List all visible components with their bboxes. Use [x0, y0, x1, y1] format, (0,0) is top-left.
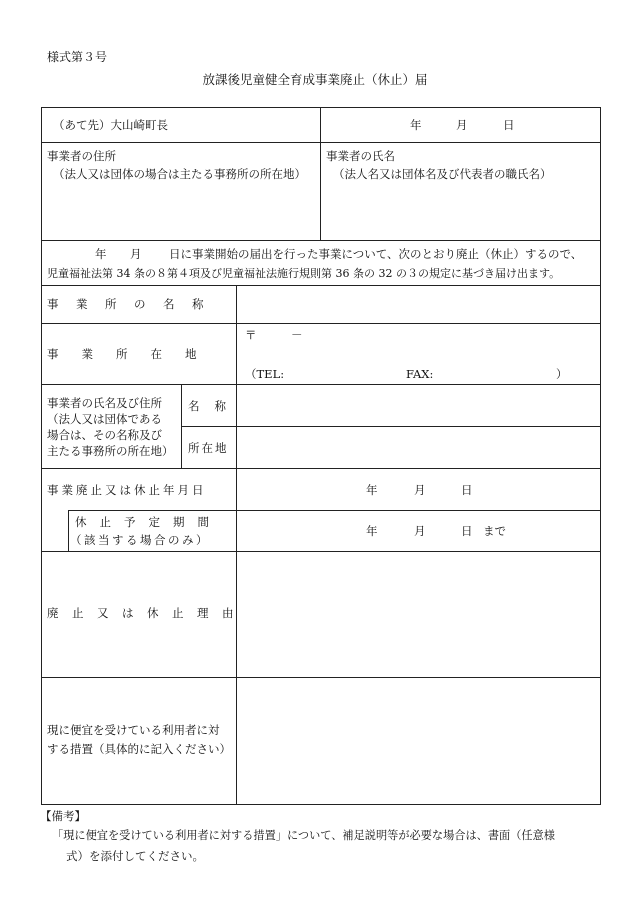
notes-line1: 「現に便宜を受けている利用者に対する措置」について、補足説明等が必要な場合は、書面（任意様: [52, 829, 555, 842]
business-address-label: 事業者の住所: [47, 149, 116, 163]
row-divider: [41, 285, 601, 286]
closure-year-label: 年: [366, 483, 378, 497]
closure-day-label: 日: [461, 483, 473, 497]
table-border-bottom: [41, 804, 601, 805]
date-month-label: 月: [456, 118, 468, 132]
col-divider: [181, 384, 182, 468]
operator-label-line1: 事業者の氏名及び住所: [47, 396, 162, 410]
table-border-left: [41, 107, 42, 804]
office-name-label: [47, 296, 230, 313]
suspension-period-note: （該当する場合のみ）: [70, 533, 210, 547]
row-divider: [41, 551, 601, 552]
postal-dash: －: [291, 328, 303, 342]
reason-label: 廃止又は休止理由: [47, 606, 247, 620]
statement-line2: 児童福祉法第 34 条の８第４項及び児童福祉法施行規則第 36 条の 32 の３の規定に基づき届け出ます。: [47, 267, 561, 280]
notes-heading: 【備考】: [40, 809, 86, 823]
row-divider: [41, 142, 601, 143]
row-divider: [181, 426, 601, 427]
date-day-label: 日: [503, 118, 515, 132]
col-divider: [68, 510, 69, 551]
operator-label-line4: 主たる事務所の所在地）: [47, 444, 174, 458]
closure-month-label: 月: [414, 483, 426, 497]
fax-label: FAX:: [406, 367, 434, 381]
notes-line2: 式）を添付してください。: [66, 849, 204, 863]
close-paren: ）: [556, 367, 568, 381]
form-title: 放課後児童健全育成事業廃止（休止）届: [202, 72, 428, 87]
form-number: 様式第３号: [47, 50, 108, 64]
business-name-label: 事業者の氏名: [326, 149, 395, 163]
table-border-right: [600, 107, 601, 804]
business-address-note: （法人又は団体の場合は主たる事務所の所在地）: [53, 167, 306, 181]
addressee: （あて先）大山崎町長: [53, 118, 168, 132]
statement-year-label: 年: [95, 247, 107, 261]
suspension-until-label: まで: [483, 524, 506, 538]
row-divider: [41, 323, 601, 324]
row-divider: [41, 677, 601, 678]
suspension-year-label: 年: [366, 524, 378, 538]
suspension-month-label: 月: [414, 524, 426, 538]
operator-label-line3: 場合は、その名称及び: [47, 428, 162, 442]
table-border-top: [41, 107, 601, 108]
statement-month-label: 月: [130, 247, 142, 261]
measures-label-line1: 現に便宜を受けている利用者に対: [47, 723, 220, 737]
operator-location-label: 所在地: [188, 441, 229, 455]
operator-name-label: 名称: [188, 399, 241, 413]
business-name-note: （法人名又は団体名及び代表者の職氏名）: [333, 167, 552, 181]
postal-mark: 〒: [245, 328, 257, 342]
date-year-label: 年: [410, 118, 422, 132]
suspension-period-label: 休止予定期間: [75, 515, 222, 529]
row-divider: [41, 384, 601, 385]
col-divider: [320, 107, 321, 240]
closure-date-label: 事業廃止又は休止年月日: [47, 483, 207, 497]
row-divider: [41, 240, 601, 241]
tel-label: （TEL:: [245, 367, 285, 381]
row-divider: [68, 510, 601, 511]
office-location-label: 事業所在地: [47, 347, 220, 361]
suspension-day-label: 日: [461, 524, 473, 538]
col-divider: [236, 285, 237, 804]
office-name-label-text: 事業所の名称: [47, 297, 221, 311]
measures-label-line2: する措置（具体的に記入ください）: [47, 742, 231, 756]
operator-label-line2: （法人又は団体である: [47, 412, 162, 426]
statement-line1: 日に事業開始の届出を行った事業について、次のとおり廃止（休止）するので、: [169, 247, 583, 261]
row-divider: [41, 468, 601, 469]
